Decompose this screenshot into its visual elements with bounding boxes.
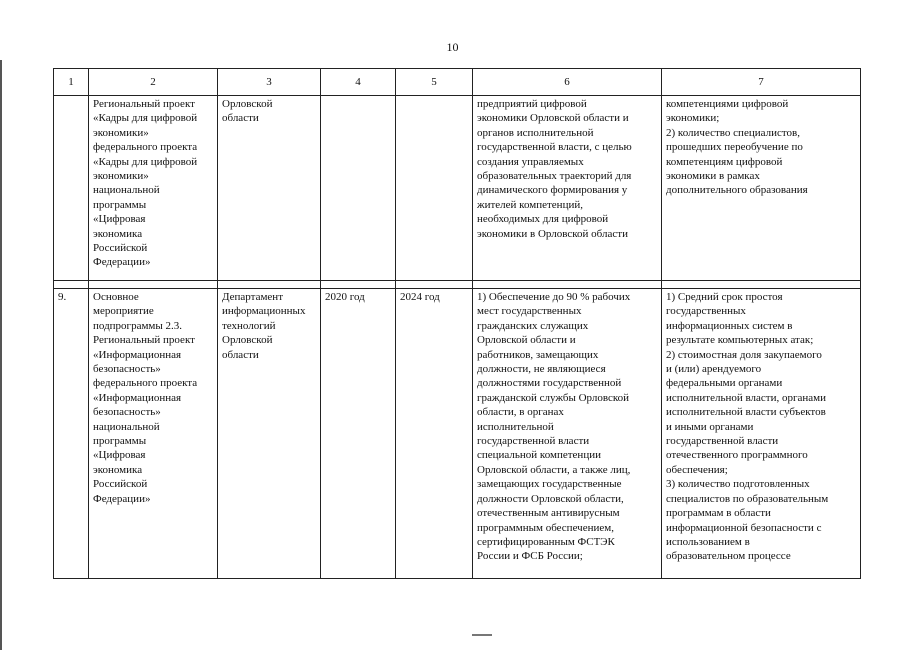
executor-name: Департамент информационных технологий Орловской области <box>222 291 306 361</box>
project-name: Основное мероприятие подпрограммы 2.3. Региональный проект «Информационная безопасность» федерального проекта «Информационная безопасность» национальной программы «Цифровая экономика Российской Федерации» <box>93 291 198 505</box>
expected-result: 1) Обеспечение до 90 % рабочих мест государственных гражданских служащих Орловской области и работников, замещающих должности, не являющиеся должностями государственной гражданской службы Орловской области, в органах исполнительной государственной власти специальной компетенции Орловской области, а также лиц, замещающих государственные должности Орловской области, отечественным антивирусным программным обеспечением, сертифицированным ФСТЭК России и ФСБ России; <box>477 291 631 563</box>
end-year-cell <box>396 289 473 579</box>
project-cell <box>89 96 218 281</box>
header-row <box>54 69 861 96</box>
table-row <box>54 289 861 579</box>
indicators: компетенциями цифровой экономики; 2) количество специалистов, прошедших переобучение по компетенциям цифровой экономики в рамках дополнительного образования <box>666 98 808 197</box>
row-gap <box>54 281 861 289</box>
result-cell <box>473 96 662 281</box>
executor-cell <box>218 96 321 281</box>
page-number: 10 <box>446 40 459 54</box>
project-name: Региональный проект «Кадры для цифровой экономики» федерального проекта «Кадры для цифровой экономики» национальной программы «Цифровая экономика Российской Федерации» <box>93 98 198 269</box>
start-year-cell <box>321 289 396 579</box>
end-year-cell <box>396 96 473 281</box>
start-year: 2020 год <box>325 291 365 303</box>
result-cell <box>473 289 662 579</box>
table-row <box>54 96 861 281</box>
scan-artifact <box>472 634 492 636</box>
header-cell: 2 <box>89 69 218 96</box>
expected-result: предприятий цифровой экономики Орловской области и органов исполнительной государственной власти, с целью создания управляемых образовательных траекторий для динамического формирования у жителей компетенций, необходимых для цифровой экономики в Орловской области <box>477 98 632 240</box>
indicator-cell <box>662 289 861 579</box>
page-edge-rule <box>0 60 2 650</box>
start-year-cell <box>321 96 396 281</box>
indicator-cell <box>662 96 861 281</box>
header-cell: 1 <box>54 69 89 96</box>
header-cell: 4 <box>321 69 396 96</box>
indicators: 1) Средний срок простоя государственных информационных систем в результате компьютерных атак; 2) стоимостная доля закупаемого и (или) арендуемого федеральными органами исполнительной власти, органами исполнительной власти субъектов и иными органами государственной власти отечественного программного обеспечения; 3) количество подготовленных специалистов по образовательным программам в области информационной безопасности с использованием в образовательном процессе <box>666 291 829 563</box>
header-cell: 7 <box>662 69 861 96</box>
header-cell: 3 <box>218 69 321 96</box>
program-table <box>53 68 861 579</box>
project-cell <box>89 289 218 579</box>
row-number-cell <box>54 96 89 281</box>
header-cell: 6 <box>473 69 662 96</box>
row-number: 9. <box>58 291 67 303</box>
row-number-cell <box>54 289 89 579</box>
header-cell: 5 <box>396 69 473 96</box>
executor-name: Орловской области <box>222 98 273 125</box>
executor-cell <box>218 289 321 579</box>
end-year: 2024 год <box>400 291 440 303</box>
